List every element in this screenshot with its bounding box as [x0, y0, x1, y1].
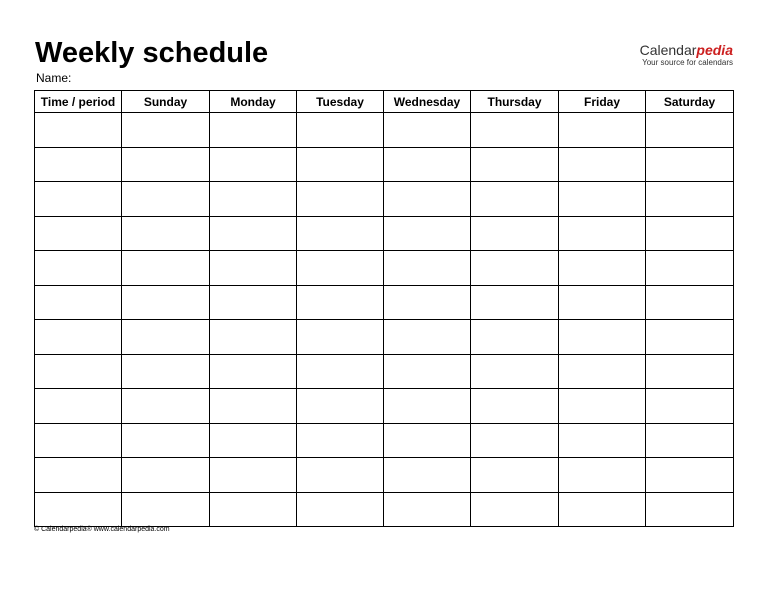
time-period-cell[interactable] [35, 285, 122, 320]
schedule-cell[interactable] [122, 423, 210, 458]
schedule-cell[interactable] [122, 458, 210, 493]
schedule-cell[interactable] [559, 147, 646, 182]
schedule-cell[interactable] [297, 389, 384, 424]
brand-name-main: Calendar [639, 42, 697, 58]
name-label: Name: [36, 71, 72, 85]
schedule-cell[interactable] [559, 354, 646, 389]
schedule-cell[interactable] [471, 113, 559, 148]
schedule-cell[interactable] [559, 216, 646, 251]
schedule-cell[interactable] [210, 285, 297, 320]
header-row [35, 91, 734, 113]
schedule-cell[interactable] [210, 354, 297, 389]
schedule-table [34, 90, 734, 527]
time-period-cell[interactable] [35, 216, 122, 251]
table-row [35, 182, 734, 217]
schedule-cell[interactable] [210, 182, 297, 217]
schedule-cell[interactable] [559, 285, 646, 320]
schedule-cell[interactable] [297, 285, 384, 320]
schedule-cell[interactable] [559, 320, 646, 355]
table-row [35, 216, 734, 251]
schedule-cell[interactable] [297, 251, 384, 286]
schedule-cell[interactable] [122, 285, 210, 320]
schedule-cell[interactable] [384, 182, 471, 217]
table-row [35, 354, 734, 389]
table-row [35, 492, 734, 527]
schedule-cell[interactable] [122, 147, 210, 182]
schedule-cell[interactable] [384, 113, 471, 148]
schedule-cell[interactable] [646, 216, 734, 251]
brand-tagline: Your source for calendars [642, 58, 733, 67]
schedule-cell[interactable] [210, 423, 297, 458]
schedule-cell[interactable] [471, 147, 559, 182]
schedule-cell[interactable] [122, 320, 210, 355]
schedule-cell[interactable] [471, 458, 559, 493]
brand-logo [640, 43, 733, 67]
schedule-cell[interactable] [210, 216, 297, 251]
schedule-cell[interactable] [559, 251, 646, 286]
schedule-cell[interactable] [646, 251, 734, 286]
time-period-cell[interactable] [35, 492, 122, 527]
schedule-cell[interactable] [297, 182, 384, 217]
table-row [35, 458, 734, 493]
schedule-cell[interactable] [122, 389, 210, 424]
schedule-cell[interactable] [210, 147, 297, 182]
schedule-cell[interactable] [384, 285, 471, 320]
schedule-cell[interactable] [210, 492, 297, 527]
table-row [35, 285, 734, 320]
schedule-cell[interactable] [471, 423, 559, 458]
schedule-cell[interactable] [646, 320, 734, 355]
table-row [35, 389, 734, 424]
table-row [35, 251, 734, 286]
schedule-cell[interactable] [559, 113, 646, 148]
header-thursday: Thursday [471, 91, 559, 113]
schedule-cell[interactable] [646, 354, 734, 389]
time-period-cell[interactable] [35, 182, 122, 217]
time-period-cell[interactable] [35, 423, 122, 458]
time-period-cell[interactable] [35, 354, 122, 389]
schedule-cell[interactable] [384, 147, 471, 182]
schedule-cell[interactable] [646, 492, 734, 527]
schedule-cell[interactable] [297, 113, 384, 148]
schedule-cell[interactable] [471, 285, 559, 320]
schedule-cell[interactable] [297, 320, 384, 355]
time-period-cell[interactable] [35, 458, 122, 493]
header-saturday: Saturday [646, 91, 734, 113]
schedule-cell[interactable] [384, 354, 471, 389]
schedule-cell[interactable] [210, 113, 297, 148]
header-tuesday: Tuesday [297, 91, 384, 113]
schedule-cell[interactable] [297, 354, 384, 389]
schedule-cell[interactable] [122, 251, 210, 286]
footer-copyright: © Calendarpedia® www.calendarpedia.com [34, 526, 170, 533]
schedule-cell[interactable] [471, 389, 559, 424]
schedule-cell[interactable] [210, 389, 297, 424]
schedule-cell[interactable] [122, 216, 210, 251]
header-time-period: Time / period [35, 91, 122, 113]
schedule-cell[interactable] [384, 458, 471, 493]
schedule-cell[interactable] [559, 423, 646, 458]
page-title: Weekly schedule [35, 37, 269, 69]
table-row [35, 320, 734, 355]
schedule-cell[interactable] [210, 458, 297, 493]
schedule-cell[interactable] [384, 320, 471, 355]
time-period-cell[interactable] [35, 320, 122, 355]
schedule-cell[interactable] [646, 285, 734, 320]
schedule-cell[interactable] [297, 147, 384, 182]
table-row [35, 423, 734, 458]
schedule-cell[interactable] [646, 389, 734, 424]
schedule-cell[interactable] [646, 147, 734, 182]
time-period-cell[interactable] [35, 113, 122, 148]
schedule-cell[interactable] [122, 113, 210, 148]
header-friday: Friday [559, 91, 646, 113]
schedule-cell[interactable] [210, 251, 297, 286]
table-row [35, 113, 734, 148]
schedule-cell[interactable] [384, 389, 471, 424]
table-row [35, 147, 734, 182]
schedule-cell[interactable] [384, 251, 471, 286]
schedule-cell[interactable] [297, 216, 384, 251]
brand-name [640, 43, 733, 58]
schedule-cell[interactable] [471, 182, 559, 217]
schedule-cell[interactable] [384, 492, 471, 527]
header-wednesday: Wednesday [384, 91, 471, 113]
schedule-cell[interactable] [471, 492, 559, 527]
schedule-cell[interactable] [210, 320, 297, 355]
schedule-cell[interactable] [471, 251, 559, 286]
schedule-cell[interactable] [646, 182, 734, 217]
schedule-cell[interactable] [122, 182, 210, 217]
schedule-body [35, 113, 734, 527]
brand-name-accent: pedia [696, 42, 733, 58]
schedule-cell[interactable] [471, 354, 559, 389]
schedule-cell[interactable] [384, 216, 471, 251]
schedule-cell[interactable] [559, 389, 646, 424]
schedule-cell[interactable] [646, 458, 734, 493]
schedule-cell[interactable] [122, 492, 210, 527]
schedule-cell[interactable] [122, 354, 210, 389]
schedule-cell[interactable] [384, 423, 471, 458]
schedule-cell[interactable] [471, 320, 559, 355]
header-monday: Monday [210, 91, 297, 113]
schedule-cell[interactable] [297, 458, 384, 493]
time-period-cell[interactable] [35, 251, 122, 286]
schedule-cell[interactable] [297, 492, 384, 527]
schedule-cell[interactable] [559, 492, 646, 527]
schedule-cell[interactable] [297, 423, 384, 458]
schedule-cell[interactable] [646, 423, 734, 458]
schedule-cell[interactable] [471, 216, 559, 251]
time-period-cell[interactable] [35, 147, 122, 182]
schedule-cell[interactable] [646, 113, 734, 148]
schedule-cell[interactable] [559, 182, 646, 217]
header-sunday: Sunday [122, 91, 210, 113]
schedule-cell[interactable] [559, 458, 646, 493]
time-period-cell[interactable] [35, 389, 122, 424]
